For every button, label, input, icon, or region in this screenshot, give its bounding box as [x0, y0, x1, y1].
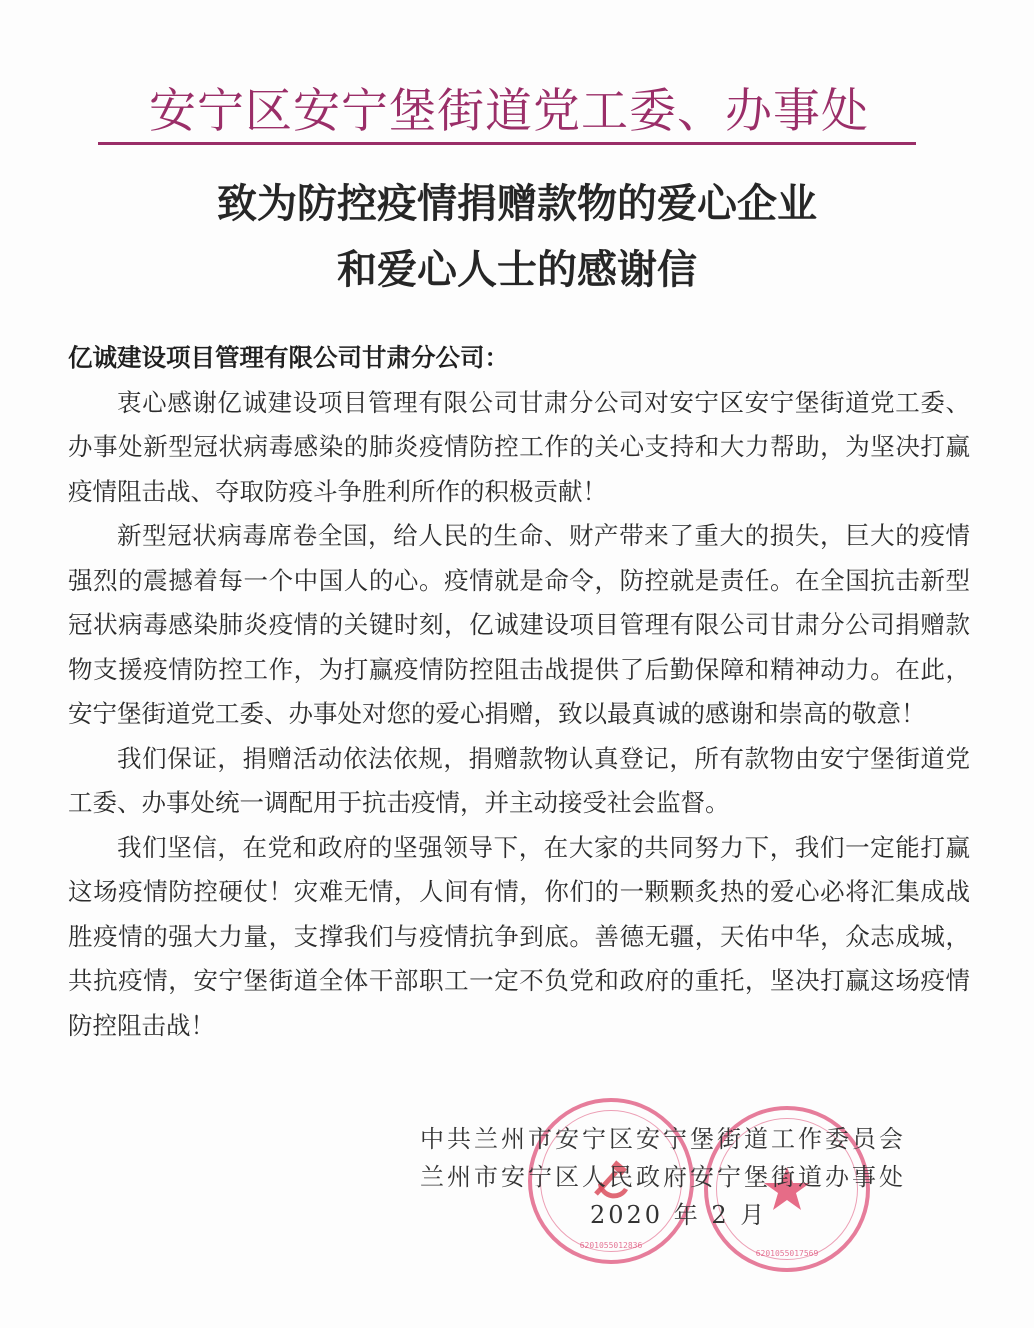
paragraph-1: 衷心感谢亿诚建设项目管理有限公司甘肃分公司对安宁区安宁堡街道党工委、办事处新型冠状病毒感染的肺炎疫情防控工作的关心支持和大力帮助，为坚决打赢疫情阻击战、夺取防疫斗争胜利所作的积极贡献！	[68, 387, 970, 506]
letter-body	[68, 336, 970, 1048]
issuer-header-title: 安宁区安宁堡街道党工委、办事处	[149, 84, 869, 139]
seal-serial-2: 6201055017569	[755, 1249, 819, 1258]
seal-serial-1: 6201055012836	[579, 1241, 643, 1250]
letter-date: 2020 年 2 月	[590, 1201, 768, 1229]
salutation: 亿诚建设项目管理有限公司甘肃分公司：	[68, 343, 509, 372]
paragraph-4: 我们坚信，在党和政府的坚强领导下，在大家的共同努力下，我们一定能打赢这场疫情防控硬仗！灾难无情，人间有情，你们的一颗颗炙热的爱心必将汇集成战胜疫情的强大力量，支撑我们与疫情抗争到底。善德无疆，天佑中华，众志成城，共抗疫情，安宁堡街道全体干部职工一定不负党和政府的重托，坚决打赢这场疫情防控阻击战！	[68, 832, 970, 1040]
paragraph-2: 新型冠状病毒席卷全国，给人民的生命、财产带来了重大的损失，巨大的疫情强烈的震撼着每一个中国人的心。疫情就是命令，防控就是责任。在全国抗击新型冠状病毒感染肺炎疫情的关键时刻，亿诚建设项目管理有限公司甘肃分公司捐赠款物支援疫情防控工作，为打赢疫情防控阻击战提供了后勤保障和精神动力。在此，安宁堡街道党工委、办事处对您的爱心捐赠，致以最真诚的感谢和崇高的敬意！	[68, 521, 970, 728]
header-underline	[98, 142, 916, 145]
letter-title-line-1: 致为防控疫情捐赠款物的爱心企业	[217, 181, 817, 227]
signatory-street-office: 兰州市安宁区人民政府安宁堡街道办事处	[420, 1163, 906, 1191]
signatory-party-committee: 中共兰州市安宁区安宁堡街道工作委员会	[420, 1125, 906, 1153]
letter-title-line-2: 和爱心人士的感谢信	[337, 247, 697, 293]
paragraph-3: 我们保证，捐赠活动依法依规，捐赠款物认真登记，所有款物由安宁堡街道党工委、办事处统一调配用于抗击疫情，并主动接受社会监督。	[68, 743, 970, 817]
signature-block	[420, 1120, 940, 1234]
